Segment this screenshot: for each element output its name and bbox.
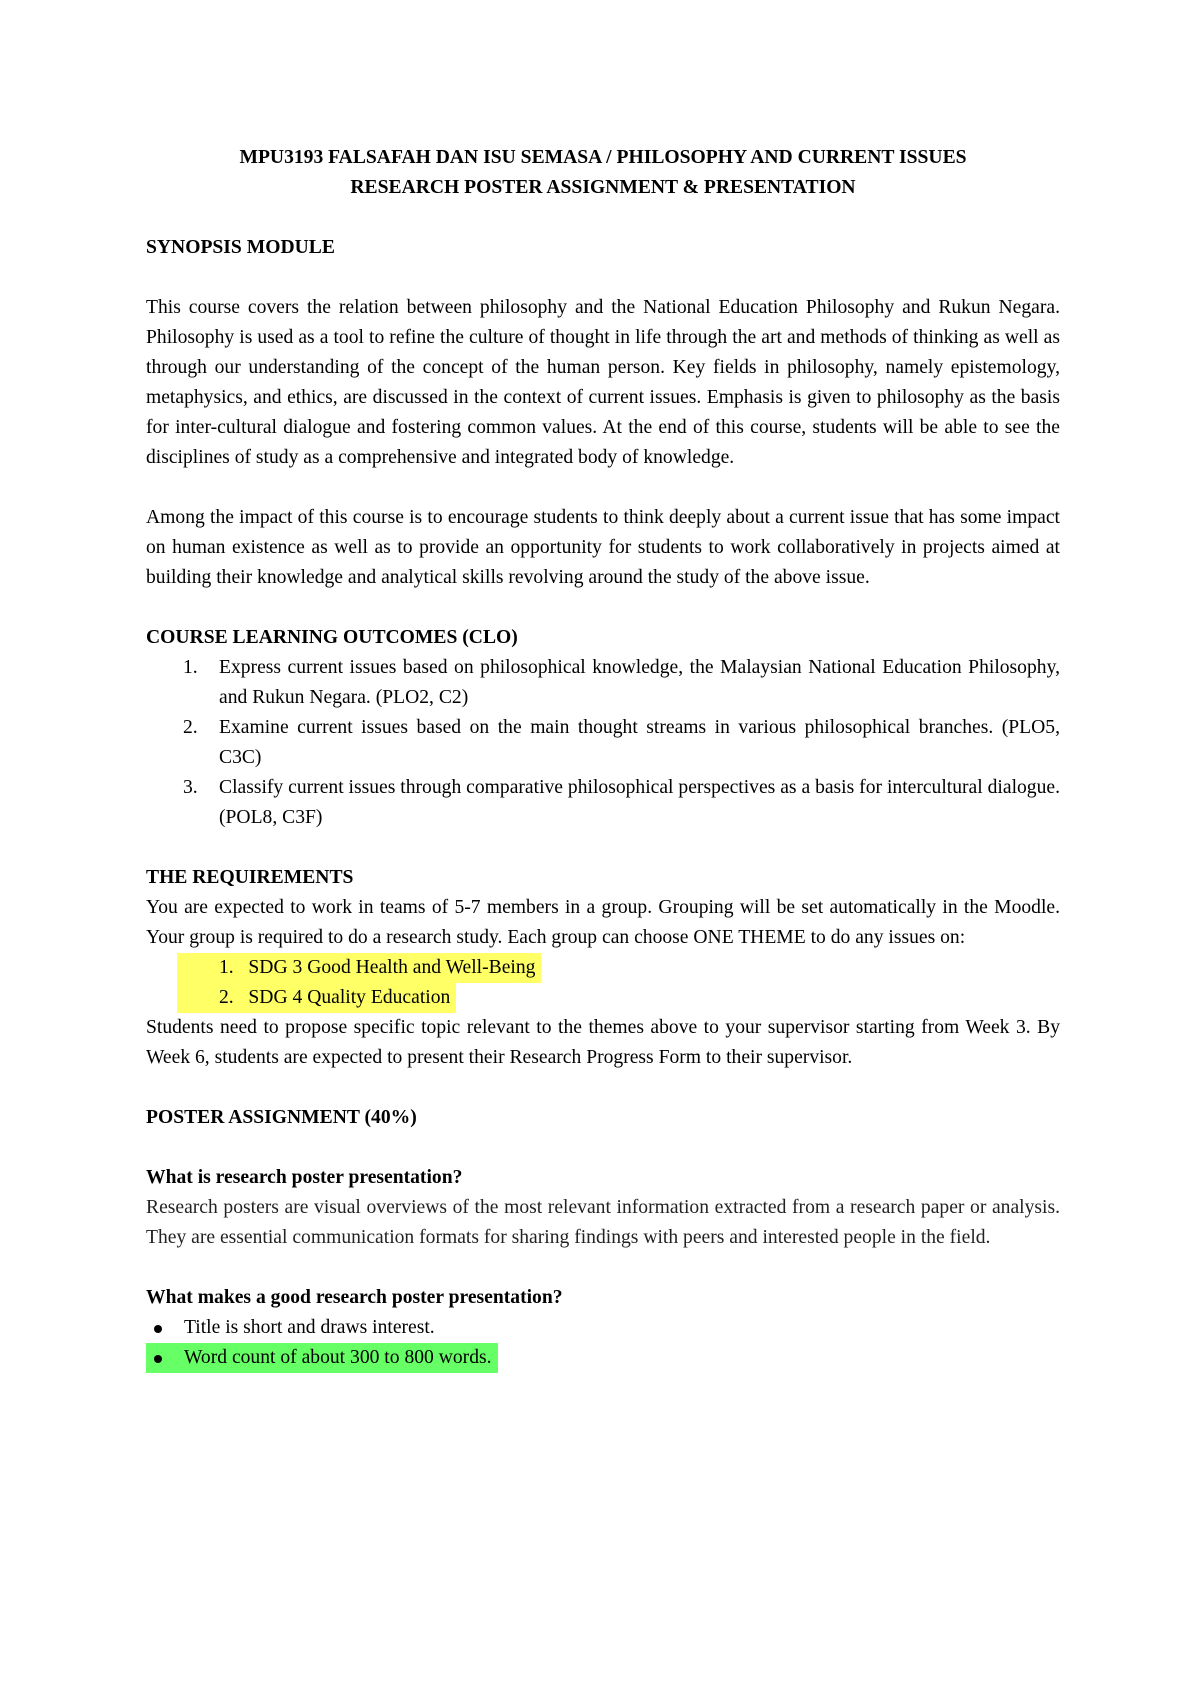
theme-item [146,953,1060,983]
criteria-highlight [146,1343,498,1373]
requirements-intro: You are expected to work in teams of 5-7 members in a group. Grouping will be set automatically in the Moodle. Your group is required to do a research study. Each group can choose ONE THEME to do any issues on: [146,897,1060,948]
requirements-heading: THE REQUIREMENTS [146,867,354,888]
clo-item-text: Examine current issues based on the main thought streams in various philosophical branches. (PLO5, C3C) [219,717,1060,768]
clo-item [146,713,1060,773]
theme-item-number: 2. [219,987,234,1008]
poster-criteria-item [146,1343,1060,1373]
poster-answer-1: Research posters are visual overviews of the most relevant information extracted from a research paper or analysis. They are essential communication formats for sharing findings with peers and interested people in the field. [146,1197,1060,1248]
poster-criteria-item [146,1313,1060,1343]
clo-item-text: Express current issues based on philosophical knowledge, the Malaysian National Education Philosophy, and Rukun Negara. (PLO2, C2) [219,657,1060,708]
theme-item-number: 1. [219,957,234,978]
poster-heading: POSTER ASSIGNMENT (40%) [146,1107,417,1128]
synopsis-paragraph-2: Among the impact of this course is to encourage students to think deeply about a current issue that has some impact on human existence as well as to provide an opportunity for students to work collaboratively in projects aimed at building their knowledge and analytical skills revolving around the study of the above issue. [146,507,1060,588]
clo-heading: COURSE LEARNING OUTCOMES (CLO) [146,627,518,648]
document-title-line-1: MPU3193 FALSAFAH DAN ISU SEMASA / PHILOSOPHY AND CURRENT ISSUES [239,147,967,168]
requirements-outro: Students need to propose specific topic relevant to the themes above to your supervisor starting from Week 3. By Week 6, students are expected to present their Research Progress Form to their supervisor. [146,1017,1060,1068]
clo-item-text: Classify current issues through comparative philosophical perspectives as a basis for intercultural dialogue. (POL8, C3F) [219,777,1060,828]
theme-list [146,953,1060,1013]
clo-item-number: 2. [183,717,198,738]
synopsis-paragraph-1: This course covers the relation between philosophy and the National Education Philosophy and Rukun Negara. Philosophy is used as a tool to refine the culture of thought in life through the art and methods of thinking as well as through our understanding of the concept of the human person. Key fields in philosophy, namely epistemology, metaphysics, and ethics, are discussed in the context of current issues. Emphasis is given to philosophy as the basis for inter-cultural dialogue and fostering common values. At the end of this course, students will be able to see the disciplines of study as a comprehensive and integrated body of knowledge. [146,297,1060,468]
poster-criteria-list [146,1313,1060,1373]
theme-highlight [177,953,541,983]
bullet-icon [146,1343,184,1373]
clo-item-number: 1. [183,657,198,678]
poster-criteria-text: Word count of about 300 to 800 words. [184,1347,492,1368]
poster-question-1: What is research poster presentation? [146,1167,463,1188]
bullet-icon [146,1313,184,1343]
poster-question-2: What makes a good research poster presentation? [146,1287,563,1308]
synopsis-heading: SYNOPSIS MODULE [146,237,335,258]
theme-item-text: SDG 4 Quality Education [248,987,451,1008]
clo-list [146,653,1060,833]
document-page [146,143,1060,1373]
theme-item-text: SDG 3 Good Health and Well-Being [248,957,536,978]
clo-item [146,773,1060,833]
clo-item-number: 3. [183,777,198,798]
document-title-line-2: RESEARCH POSTER ASSIGNMENT & PRESENTATION [350,177,856,198]
clo-item [146,653,1060,713]
theme-item [146,983,1060,1013]
poster-criteria-text: Title is short and draws interest. [184,1317,435,1338]
theme-highlight [177,983,456,1013]
